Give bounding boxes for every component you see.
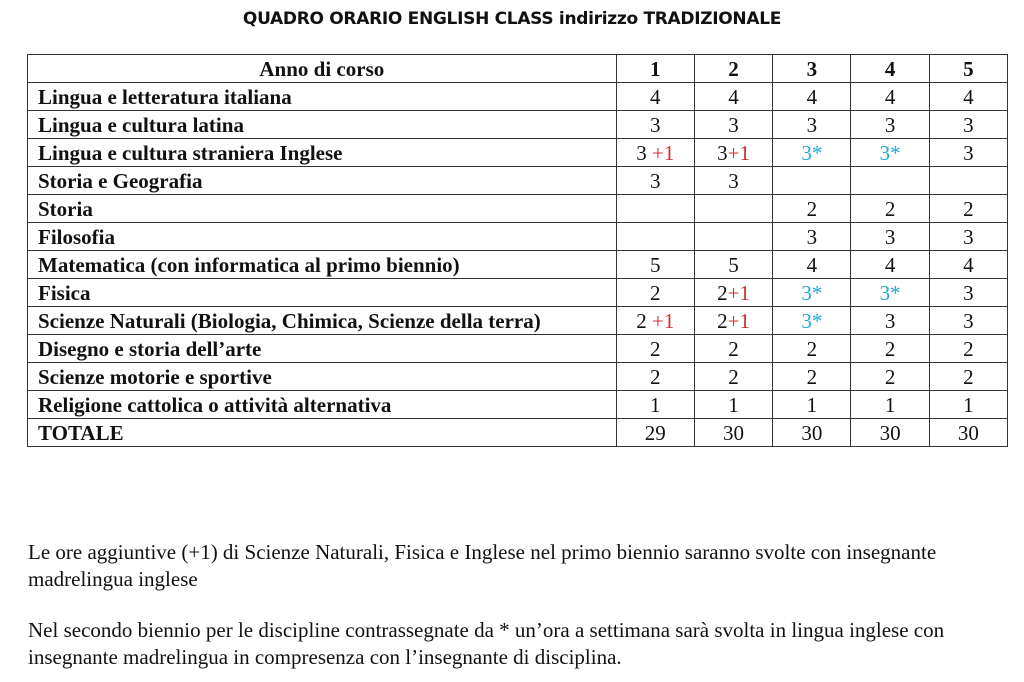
hours-value: 3* [801,309,823,333]
hours-cell-year-5 [929,111,1007,139]
hours-cell-year-1 [616,195,694,223]
extra-hours: +1 [727,281,750,305]
hours-value: 3 [636,141,652,165]
hours-value: 2 [728,365,739,389]
hours-cell-year-5 [929,167,1007,195]
hours-cell-year-4 [851,223,929,251]
hours-cell-year-2 [694,279,772,307]
page-title: QUADRO ORARIO ENGLISH CLASS indirizzo TRADIZIONALE [242,9,782,29]
hours-cell-year-1 [616,363,694,391]
hours-cell-year-4 [851,251,929,279]
hours-cell-year-2 [694,391,772,419]
hours-value: 3* [801,281,823,305]
hours-value: 3 [650,169,661,193]
hours-cell-year-1 [616,391,694,419]
hours-cell-year-1 [616,251,694,279]
header-year-3: 3 [773,55,851,83]
subject-name: Lingua e letteratura italiana [28,83,617,111]
table-row [28,139,1008,167]
extra-hours: +1 [727,309,750,333]
hours-cell-year-2 [694,251,772,279]
hours-cell-year-4 [851,111,929,139]
table-row [28,279,1008,307]
table-row [28,363,1008,391]
subject-name: Religione cattolica o attività alternativa [28,391,617,419]
hours-value: 4 [650,85,661,109]
hours-cell-year-5 [929,251,1007,279]
subject-name: Storia [28,195,617,223]
hours-value: 3 [884,309,896,333]
hours-value: 2 [963,365,974,389]
hours-value: 3 [963,281,974,305]
hours-value: 5 [650,253,661,277]
hours-value: 3 [963,141,974,165]
subject-name: Disegno e storia dell’arte [28,335,617,363]
table-row [28,335,1008,363]
table-row [28,307,1008,335]
hours-value: 3 [963,309,974,333]
hours-cell-year-5 [929,195,1007,223]
hours-value: 3* [879,281,901,305]
hours-value: 4 [884,85,896,109]
extra-hours: +1 [651,141,675,165]
header-year-4: 4 [851,55,929,83]
hours-cell-year-2 [694,363,772,391]
hours-cell-year-2 [694,111,772,139]
hours-cell-year-3 [773,83,851,111]
hours-cell-year-4 [851,363,929,391]
hours-value: 1 [728,393,739,417]
hours-cell-year-1 [616,167,694,195]
hours-cell-year-3 [773,279,851,307]
hours-cell-year-1 [616,307,694,335]
hours-value: 3 [884,113,896,137]
hours-value: 3 [806,225,818,249]
hours-cell-year-5 [929,279,1007,307]
hours-value: 2 [650,365,661,389]
hours-value: 4 [884,253,896,277]
hours-cell-year-2 [694,307,772,335]
hours-value: 2 [963,197,974,221]
hours-value: 3 [963,113,974,137]
hours-cell-year-3 [773,251,851,279]
hours-value: 2 [717,281,728,305]
table-header-row [28,55,1008,83]
schedule-table-body [28,55,1008,447]
hours-value: 1 [650,393,661,417]
hours-value: 3 [650,113,661,137]
hours-value: 2 [806,197,818,221]
hours-cell-year-4 [851,419,929,447]
subject-name: Lingua e cultura latina [28,111,617,139]
hours-cell-year-2 [694,167,772,195]
hours-value: 3 [884,225,896,249]
subject-name: Lingua e cultura straniera Inglese [28,139,617,167]
hours-cell-year-5 [929,391,1007,419]
hours-cell-year-1 [616,419,694,447]
hours-cell-year-4 [851,335,929,363]
hours-cell-year-3 [773,111,851,139]
hours-value: 30 [801,421,823,445]
hours-value: 4 [728,85,739,109]
hours-value: 1 [884,393,896,417]
hours-value: 3 [717,141,728,165]
header-year-1: 1 [616,55,694,83]
subject-name: Storia e Geografia [28,167,617,195]
note-extra-hours: Le ore aggiuntive (+1) di Scienze Naturali, Fisica e Inglese nel primo biennio saranno svolte con insegnante madrelingua inglese [28,540,937,591]
hours-value: 2 [806,365,818,389]
note-second-biennium: Nel secondo biennio per le discipline contrassegnate da * un’ora a settimana sarà svolta in lingua inglese con insegnante madrelingua in compresenza con l’insegnante di disciplina. [28,618,945,669]
hours-value: 5 [728,253,739,277]
hours-cell-year-1 [616,335,694,363]
hours-cell-year-3 [773,335,851,363]
hours-value: 4 [806,253,818,277]
table-row [28,195,1008,223]
hours-value: 29 [644,421,666,445]
schedule-table [27,54,1008,447]
hours-cell-year-2 [694,195,772,223]
hours-cell-year-3 [773,307,851,335]
hours-cell-year-4 [851,307,929,335]
extra-hours: +1 [727,141,750,165]
hours-value: 1 [963,393,974,417]
hours-value: 3* [879,141,901,165]
hours-cell-year-4 [851,391,929,419]
hours-cell-year-4 [851,279,929,307]
hours-value: 4 [806,85,818,109]
hours-value: 3 [963,225,974,249]
hours-value: 30 [723,421,745,445]
subject-name: Fisica [28,279,617,307]
hours-value: 2 [650,337,661,361]
hours-cell-year-3 [773,419,851,447]
hours-cell-year-1 [616,279,694,307]
subject-name: Filosofia [28,223,617,251]
hours-cell-year-2 [694,83,772,111]
subject-name: TOTALE [28,419,617,447]
hours-value: 2 [884,365,896,389]
hours-cell-year-3 [773,139,851,167]
hours-value: 30 [879,421,901,445]
hours-value: 2 [636,309,652,333]
hours-cell-year-5 [929,83,1007,111]
hours-cell-year-1 [616,83,694,111]
hours-cell-year-3 [773,363,851,391]
subject-name: Scienze Naturali (Biologia, Chimica, Scienze della terra) [28,307,617,335]
hours-value: 4 [963,85,974,109]
table-row [28,419,1008,447]
hours-cell-year-5 [929,307,1007,335]
hours-value: 30 [957,421,979,445]
hours-cell-year-3 [773,195,851,223]
hours-value: 2 [728,337,739,361]
hours-cell-year-3 [773,391,851,419]
subject-name: Matematica (con informatica al primo biennio) [28,251,617,279]
table-row [28,83,1008,111]
hours-value: 2 [963,337,974,361]
hours-value: 2 [806,337,818,361]
hours-cell-year-5 [929,223,1007,251]
hours-cell-year-3 [773,167,851,195]
hours-cell-year-5 [929,335,1007,363]
hours-cell-year-4 [851,83,929,111]
hours-cell-year-5 [929,419,1007,447]
hours-cell-year-5 [929,139,1007,167]
hours-value: 3 [728,169,739,193]
table-row [28,223,1008,251]
hours-value: 3 [728,113,739,137]
hours-cell-year-2 [694,223,772,251]
hours-value: 4 [963,253,974,277]
hours-cell-year-2 [694,419,772,447]
hours-cell-year-1 [616,111,694,139]
hours-cell-year-2 [694,335,772,363]
subject-name: Scienze motorie e sportive [28,363,617,391]
hours-cell-year-3 [773,223,851,251]
hours-value: 2 [717,309,728,333]
hours-cell-year-5 [929,363,1007,391]
hours-value: 2 [884,337,896,361]
table-row [28,251,1008,279]
header-year-2: 2 [694,55,772,83]
hours-cell-year-1 [616,139,694,167]
hours-cell-year-4 [851,139,929,167]
table-row [28,391,1008,419]
header-year-label: Anno di corso [28,55,617,83]
table-row [28,111,1008,139]
hours-cell-year-1 [616,223,694,251]
table-row [28,167,1008,195]
extra-hours: +1 [651,309,675,333]
hours-cell-year-2 [694,139,772,167]
hours-cell-year-4 [851,167,929,195]
hours-value: 1 [806,393,818,417]
hours-value: 3* [801,141,823,165]
hours-cell-year-4 [851,195,929,223]
hours-value: 3 [806,113,818,137]
hours-value: 2 [650,281,661,305]
hours-value: 2 [884,197,896,221]
header-year-5: 5 [929,55,1007,83]
